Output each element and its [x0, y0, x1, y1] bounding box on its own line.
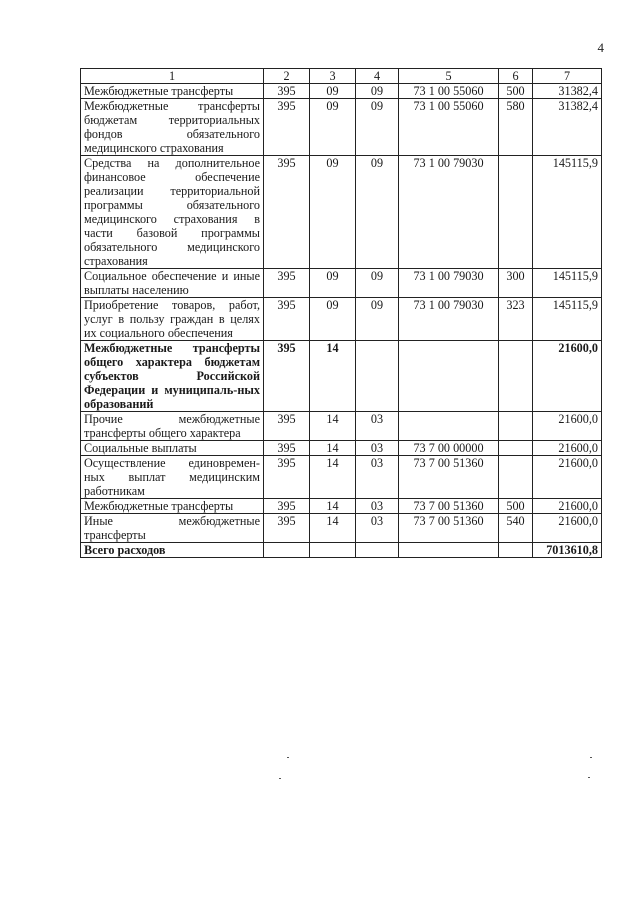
cell-amount: 21600,0 — [533, 514, 602, 543]
table-row — [81, 84, 602, 99]
table-row — [81, 269, 602, 298]
table-row — [81, 441, 602, 456]
cell-expense-type — [499, 456, 533, 499]
cell-subsection: 09 — [356, 84, 399, 99]
cell-amount: 21600,0 — [533, 456, 602, 499]
column-header: 3 — [310, 69, 356, 84]
scan-speck — [590, 757, 592, 758]
cell-code: 395 — [264, 269, 310, 298]
cell-expense-type: 540 — [499, 514, 533, 543]
empty-cell — [399, 543, 499, 558]
cell-code: 395 — [264, 456, 310, 499]
cell-code: 395 — [264, 441, 310, 456]
row-name: Межбюджетные трансферты общего характера бюджетам субъектов Российской Федерации и муниципаль-ных образований — [81, 341, 264, 412]
table-row-grand-total — [81, 543, 602, 558]
row-name: Межбюджетные трансферты — [81, 499, 264, 514]
cell-subsection: 03 — [356, 412, 399, 441]
scan-speck — [588, 777, 590, 778]
cell-target-article: 73 1 00 55060 — [399, 84, 499, 99]
row-name: Средства на дополнительное финансовое обеспечение реализации территориальной программы обязательного медицинского страхования в части базовой программы обязательного медицинского страхования — [81, 156, 264, 269]
budget-table — [80, 68, 602, 558]
table-row — [81, 514, 602, 543]
column-header: 7 — [533, 69, 602, 84]
cell-amount: 31382,4 — [533, 99, 602, 156]
table-row — [81, 156, 602, 269]
column-header: 2 — [264, 69, 310, 84]
cell-code: 395 — [264, 298, 310, 341]
cell-subsection: 03 — [356, 514, 399, 543]
cell-code: 395 — [264, 84, 310, 99]
scan-speck — [279, 778, 281, 779]
table-row — [81, 99, 602, 156]
cell-amount: 21600,0 — [533, 341, 602, 412]
total-amount: 7013610,8 — [533, 543, 602, 558]
cell-subsection: 03 — [356, 499, 399, 514]
cell-expense-type — [499, 156, 533, 269]
column-header: 4 — [356, 69, 399, 84]
page-number: 4 — [597, 40, 604, 55]
cell-target-article: 73 7 00 51360 — [399, 499, 499, 514]
table-row — [81, 456, 602, 499]
row-name: Прочие межбюджетные трансферты общего характера — [81, 412, 264, 441]
cell-code: 395 — [264, 514, 310, 543]
empty-cell — [310, 543, 356, 558]
cell-amount: 31382,4 — [533, 84, 602, 99]
cell-section: 09 — [310, 84, 356, 99]
row-name: Иные межбюджетные трансферты — [81, 514, 264, 543]
cell-subsection: 09 — [356, 269, 399, 298]
cell-expense-type — [499, 412, 533, 441]
cell-target-article: 73 7 00 51360 — [399, 514, 499, 543]
cell-expense-type — [499, 441, 533, 456]
cell-amount: 145115,9 — [533, 156, 602, 269]
table-row — [81, 499, 602, 514]
cell-expense-type: 300 — [499, 269, 533, 298]
cell-amount: 145115,9 — [533, 269, 602, 298]
cell-code: 395 — [264, 156, 310, 269]
cell-section: 14 — [310, 499, 356, 514]
table-header-row — [81, 69, 602, 84]
cell-section: 14 — [310, 456, 356, 499]
scan-speck — [287, 757, 289, 758]
cell-section: 14 — [310, 412, 356, 441]
cell-target-article — [399, 341, 499, 412]
cell-target-article: 73 7 00 00000 — [399, 441, 499, 456]
cell-target-article: 73 1 00 79030 — [399, 269, 499, 298]
row-name: Приобретение товаров, работ, услуг в пользу граждан в целях их социального обеспечения — [81, 298, 264, 341]
cell-amount: 21600,0 — [533, 412, 602, 441]
row-name: Социальные выплаты — [81, 441, 264, 456]
cell-amount: 21600,0 — [533, 499, 602, 514]
cell-section: 09 — [310, 298, 356, 341]
empty-cell — [264, 543, 310, 558]
cell-expense-type — [499, 341, 533, 412]
cell-subsection: 09 — [356, 298, 399, 341]
column-header: 1 — [81, 69, 264, 84]
cell-amount: 145115,9 — [533, 298, 602, 341]
cell-expense-type: 580 — [499, 99, 533, 156]
cell-subsection: 03 — [356, 456, 399, 499]
cell-section: 09 — [310, 99, 356, 156]
cell-subsection: 09 — [356, 156, 399, 269]
cell-subsection: 03 — [356, 441, 399, 456]
cell-code: 395 — [264, 99, 310, 156]
cell-section: 09 — [310, 156, 356, 269]
column-header: 6 — [499, 69, 533, 84]
table-row — [81, 412, 602, 441]
cell-target-article: 73 1 00 55060 — [399, 99, 499, 156]
cell-subsection: 09 — [356, 99, 399, 156]
cell-amount: 21600,0 — [533, 441, 602, 456]
cell-section: 14 — [310, 514, 356, 543]
column-header: 5 — [399, 69, 499, 84]
cell-target-article: 73 1 00 79030 — [399, 298, 499, 341]
cell-code: 395 — [264, 412, 310, 441]
cell-section: 14 — [310, 441, 356, 456]
empty-cell — [356, 543, 399, 558]
empty-cell — [499, 543, 533, 558]
table-row — [81, 298, 602, 341]
row-name: Межбюджетные трансферты — [81, 84, 264, 99]
cell-expense-type: 323 — [499, 298, 533, 341]
cell-section: 09 — [310, 269, 356, 298]
cell-target-article: 73 7 00 51360 — [399, 456, 499, 499]
cell-expense-type: 500 — [499, 84, 533, 99]
cell-expense-type: 500 — [499, 499, 533, 514]
row-name: Осуществление единовремен-ных выплат медицинским работникам — [81, 456, 264, 499]
table-row-section-total — [81, 341, 602, 412]
cell-target-article: 73 1 00 79030 — [399, 156, 499, 269]
row-name: Межбюджетные трансферты бюджетам территориальных фондов обязательного медицинского страхования — [81, 99, 264, 156]
cell-section: 14 — [310, 341, 356, 412]
cell-code: 395 — [264, 341, 310, 412]
total-label: Всего расходов — [81, 543, 264, 558]
cell-code: 395 — [264, 499, 310, 514]
cell-target-article — [399, 412, 499, 441]
cell-subsection — [356, 341, 399, 412]
row-name: Социальное обеспечение и иные выплаты населению — [81, 269, 264, 298]
